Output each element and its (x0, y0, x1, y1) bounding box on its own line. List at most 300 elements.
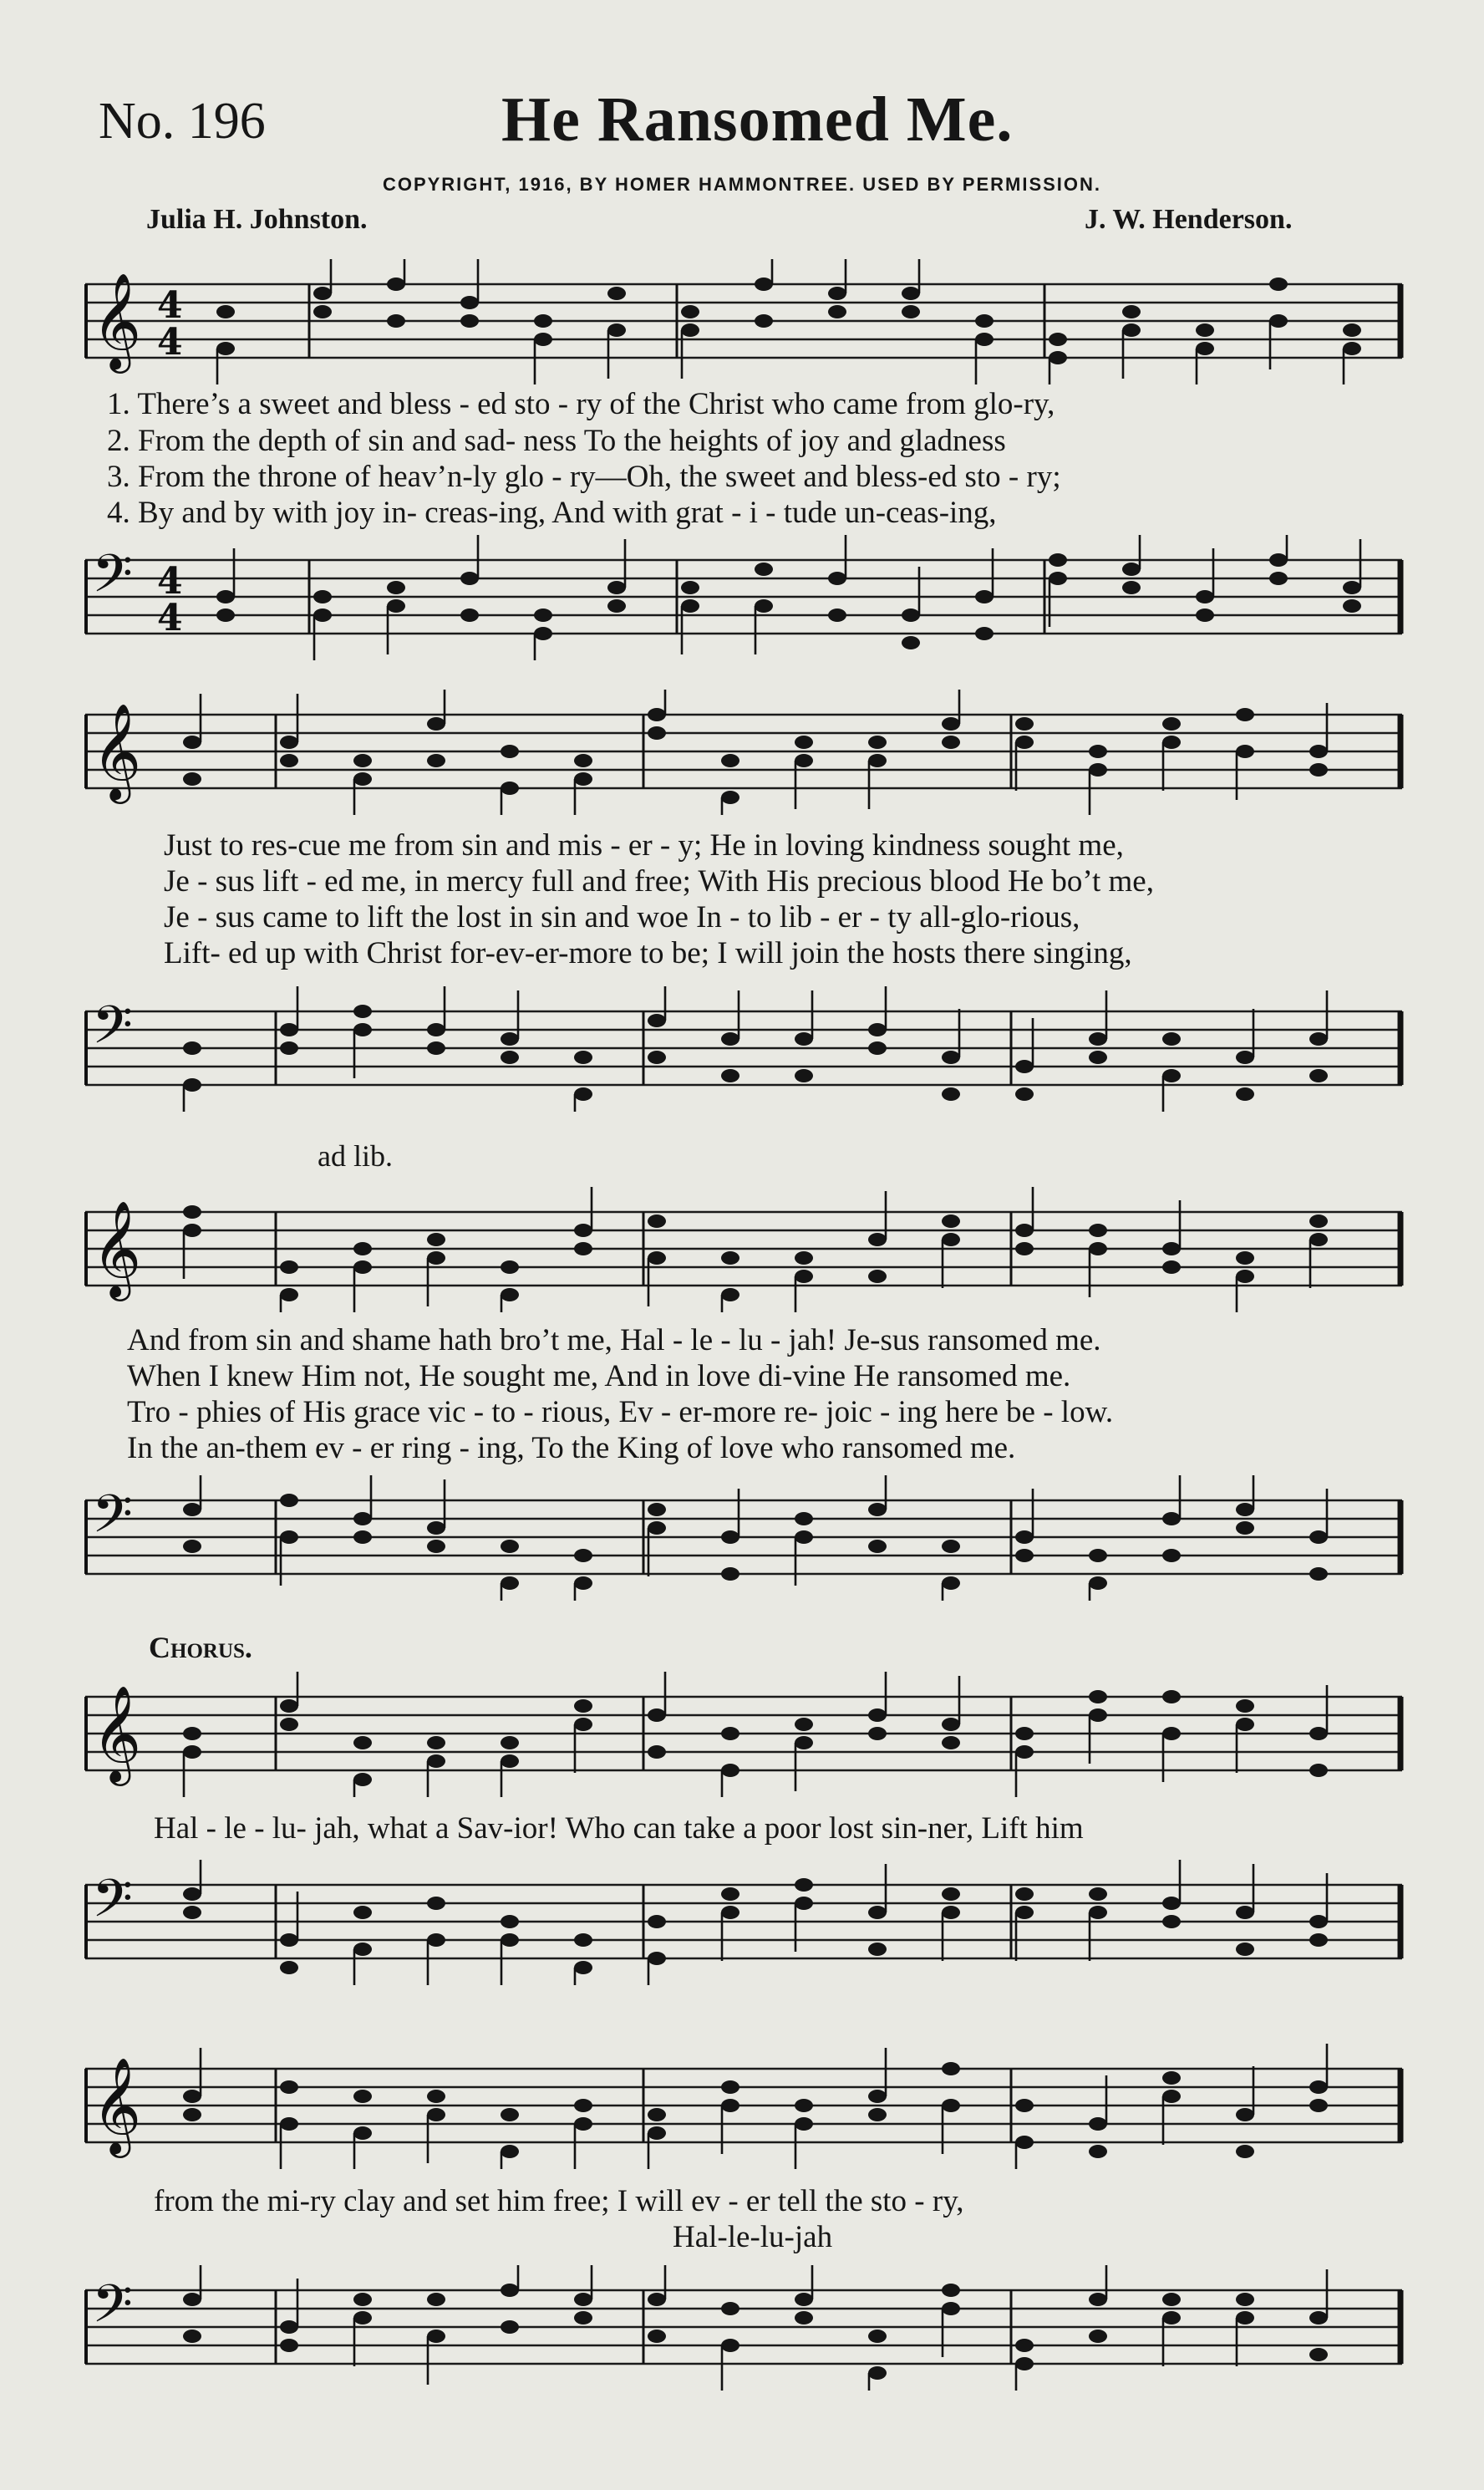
note-head (1089, 1906, 1107, 1919)
note-head (427, 1754, 445, 1768)
treble-clef-icon: 𝄞 (92, 1684, 142, 1782)
note-head (1309, 1764, 1328, 1777)
note-head (795, 1878, 813, 1892)
bass-clef-icon: 𝄢 (92, 2273, 133, 2347)
note-head (1196, 342, 1214, 355)
note-head (1162, 1032, 1181, 1046)
note-head (868, 736, 887, 749)
note-head (1162, 1915, 1181, 1928)
note-head (942, 717, 960, 731)
note-head (1236, 2311, 1254, 2325)
note-head (183, 1224, 201, 1237)
note-head (1162, 1549, 1181, 1562)
note-head (868, 2090, 887, 2103)
treble-clef-icon: 𝄞 (92, 1199, 142, 1297)
note-head (1196, 323, 1214, 337)
note-head (721, 2080, 739, 2094)
note-head (648, 1915, 666, 1928)
note-head (1122, 323, 1141, 337)
note-head (1089, 1032, 1107, 1046)
note-head (1049, 333, 1067, 346)
note-head (387, 581, 405, 594)
verse-3-line-1: 3. From the throne of heav’n-ly glo - ry—Oh, the sweet and bless-ed sto - ry; (107, 460, 1061, 494)
note-head (183, 2108, 201, 2121)
note-head (868, 1503, 887, 1516)
note-head (648, 1952, 666, 1965)
note-head (501, 1933, 519, 1947)
note-head (387, 599, 405, 613)
note-head (1309, 1032, 1328, 1046)
note-head (216, 342, 235, 355)
note-head (1015, 736, 1034, 749)
verse-4-line-2: Lift- ed up with Christ for-ev-er-more to be; I will join the hosts there singing, (164, 936, 1132, 970)
verse-1-line-3: And from sin and shame hath bro’t me, Hal - le - lu - jah! Je-sus ransomed me. (127, 1323, 1101, 1357)
note-head (942, 2099, 960, 2112)
note-head (795, 754, 813, 767)
note-head (501, 1032, 519, 1046)
note-head (942, 1051, 960, 1064)
note-head (755, 599, 773, 613)
note-head (1343, 599, 1361, 613)
note-head (721, 1906, 739, 1919)
note-head (353, 1736, 372, 1749)
note-head (1236, 745, 1254, 758)
note-head (795, 1069, 813, 1082)
note-head (574, 754, 592, 767)
note-head (1236, 2145, 1254, 2158)
note-head (280, 1718, 298, 1731)
note-head (574, 1718, 592, 1731)
verse-4-line-1: 4. By and by with joy in- creas-ing, And with grat - i - tude un-ceas-ing, (107, 496, 997, 530)
note-head (1236, 1503, 1254, 1516)
note-head (1236, 2293, 1254, 2306)
note-head (280, 1023, 298, 1036)
note-head (353, 2126, 372, 2140)
note-head (1162, 1242, 1181, 1255)
note-head (501, 1540, 519, 1553)
note-head (501, 1754, 519, 1768)
note-head (353, 1260, 372, 1274)
note-head (868, 1943, 887, 1956)
note-head (681, 581, 699, 594)
note-head (353, 1943, 372, 1956)
note-head (1015, 1887, 1034, 1901)
note-head (353, 1242, 372, 1255)
note-head (721, 1727, 739, 1740)
note-head (1309, 1069, 1328, 1082)
note-head (427, 1540, 445, 1553)
note-head (353, 2311, 372, 2325)
note-head (1162, 1690, 1181, 1703)
note-head (460, 572, 479, 585)
note-head (427, 2090, 445, 2103)
note-head (1015, 717, 1034, 731)
note-head (828, 572, 846, 585)
bass-clef-icon: 𝄢 (92, 994, 133, 1068)
note-head (353, 1773, 372, 1786)
note-head (501, 1260, 519, 1274)
time-signature-digit: 4 (157, 560, 183, 603)
note-head (1309, 1214, 1328, 1228)
note-head (795, 1270, 813, 1283)
note-head (1269, 314, 1288, 328)
note-head (353, 772, 372, 786)
note-head (183, 1503, 201, 1516)
note-head (574, 1242, 592, 1255)
bass-staff-system-3 (84, 1475, 1404, 1601)
note-head (795, 1736, 813, 1749)
note-head (607, 581, 626, 594)
note-head (313, 608, 332, 622)
note-head (574, 1549, 592, 1562)
note-head (681, 599, 699, 613)
note-head (648, 1051, 666, 1064)
note-head (501, 2145, 519, 2158)
note-head (534, 333, 552, 346)
note-head (1236, 1718, 1254, 1731)
note-head (427, 1521, 445, 1535)
note-head (607, 599, 626, 613)
note-head (607, 287, 626, 300)
note-head (942, 2062, 960, 2075)
note-head (1343, 581, 1361, 594)
note-head (574, 1224, 592, 1237)
note-head (902, 287, 920, 300)
note-head (1269, 553, 1288, 567)
note-head (1089, 2145, 1107, 2158)
note-head (1162, 2293, 1181, 2306)
note-head (868, 1041, 887, 1055)
note-head (1236, 708, 1254, 721)
note-head (574, 1051, 592, 1064)
note-head (868, 1270, 887, 1283)
note-head (1162, 1897, 1181, 1910)
note-head (721, 1764, 739, 1777)
verse-2-line-3: When I knew Him not, He sought me, And in love di-vine He ransomed me. (127, 1359, 1071, 1393)
note-head (427, 2108, 445, 2121)
note-head (1089, 1576, 1107, 1590)
note-head (183, 1078, 201, 1092)
note-head (721, 791, 739, 804)
bass-staff-system-2 (84, 986, 1404, 1112)
note-head (795, 736, 813, 749)
bass-clef-icon: 𝄢 (92, 1867, 133, 1942)
time-signature-digit: 4 (157, 597, 183, 639)
note-head (755, 278, 773, 291)
note-head (1236, 1906, 1254, 1919)
note-head (1309, 763, 1328, 777)
note-head (427, 1736, 445, 1749)
note-head (1089, 1242, 1107, 1255)
note-head (681, 305, 699, 318)
note-head (1122, 563, 1141, 576)
note-head (1015, 2357, 1034, 2370)
treble-clef-icon: 𝄞 (92, 272, 142, 369)
note-head (868, 2108, 887, 2121)
bass-staff-system-4 (84, 1860, 1404, 1985)
note-head (1089, 1051, 1107, 1064)
note-head (501, 2108, 519, 2121)
note-head (353, 1512, 372, 1525)
note-head (183, 1906, 201, 1919)
note-head (795, 1530, 813, 1544)
note-head (648, 1521, 666, 1535)
note-head (1162, 736, 1181, 749)
note-head (648, 726, 666, 740)
note-head (721, 754, 739, 767)
note-head (501, 1576, 519, 1590)
note-head (1196, 590, 1214, 603)
note-head (574, 2293, 592, 2306)
note-head (1089, 2330, 1107, 2343)
treble-staff-system-1 (84, 259, 1404, 384)
note-head (1015, 1060, 1034, 1073)
note-head (574, 1961, 592, 1974)
note-head (902, 608, 920, 622)
note-head (1089, 1224, 1107, 1237)
note-head (427, 1251, 445, 1265)
note-head (1236, 1943, 1254, 1956)
note-head (574, 772, 592, 786)
note-head (942, 1214, 960, 1228)
note-head (648, 1014, 666, 1027)
note-head (460, 296, 479, 309)
note-head (902, 636, 920, 649)
note-head (1122, 305, 1141, 318)
note-head (1236, 1699, 1254, 1713)
note-head (280, 2080, 298, 2094)
note-head (427, 2293, 445, 2306)
bass-staff-system-1 (84, 535, 1404, 660)
note-head (755, 314, 773, 328)
note-head (280, 1041, 298, 1055)
note-head (280, 2339, 298, 2352)
note-head (942, 2284, 960, 2297)
note-head (427, 1897, 445, 1910)
chorus-line-2-echo: Hal-le-lu-jah (673, 2220, 833, 2254)
note-head (1049, 553, 1067, 567)
note-head (1015, 2099, 1034, 2112)
verse-2-line-2: Je - sus lift - ed me, in mercy full and free; With His precious blood He bo’t me, (164, 864, 1154, 899)
note-head (868, 2366, 887, 2380)
note-head (721, 1251, 739, 1265)
note-head (183, 1540, 201, 1553)
note-head (1015, 2136, 1034, 2149)
note-head (942, 1736, 960, 1749)
note-head (534, 627, 552, 640)
note-head (534, 314, 552, 328)
note-head (1236, 1087, 1254, 1101)
lyricist-credit: Julia H. Johnston. (146, 204, 368, 235)
treble-staff-system-2 (84, 690, 1404, 815)
note-head (216, 608, 235, 622)
note-head (607, 323, 626, 337)
note-head (1162, 1727, 1181, 1740)
note-head (648, 2126, 666, 2140)
note-head (1343, 323, 1361, 337)
note-head (183, 736, 201, 749)
note-head (648, 1708, 666, 1722)
note-head (427, 2330, 445, 2343)
note-head (1162, 1069, 1181, 1082)
note-head (183, 1727, 201, 1740)
note-head (1269, 278, 1288, 291)
note-head (648, 708, 666, 721)
note-head (942, 1087, 960, 1101)
note-head (280, 1530, 298, 1544)
note-head (313, 305, 332, 318)
note-head (828, 608, 846, 622)
treble-staff-system-4 (84, 1672, 1404, 1797)
note-head (353, 1906, 372, 1919)
note-head (1343, 342, 1361, 355)
note-head (648, 1745, 666, 1759)
note-head (868, 1540, 887, 1553)
note-head (1309, 1933, 1328, 1947)
note-head (1162, 1512, 1181, 1525)
note-head (1015, 1087, 1034, 1101)
note-head (795, 1512, 813, 1525)
note-head (574, 2099, 592, 2112)
note-head (1236, 1051, 1254, 1064)
note-head (1089, 1690, 1107, 1703)
note-head (795, 1032, 813, 1046)
note-head (795, 2117, 813, 2131)
note-head (280, 1494, 298, 1507)
note-head (942, 1906, 960, 1919)
note-head (942, 2302, 960, 2315)
note-head (868, 1906, 887, 1919)
note-head (1122, 581, 1141, 594)
note-head (648, 1214, 666, 1228)
note-head (280, 1288, 298, 1301)
note-head (353, 2293, 372, 2306)
note-head (427, 1933, 445, 1947)
note-head (501, 782, 519, 795)
note-head (1162, 2090, 1181, 2103)
note-head (795, 1251, 813, 1265)
note-head (501, 2284, 519, 2297)
note-head (574, 1933, 592, 1947)
verse-3-line-2: Je - sus came to lift the lost in sin and woe In - to lib - er - ty all-glo-rious, (164, 900, 1080, 934)
note-head (975, 333, 994, 346)
time-signature-digit: 4 (157, 284, 183, 327)
note-head (721, 2339, 739, 2352)
copyright-notice: COPYRIGHT, 1916, BY HOMER HAMMONTREE. USED BY PERMISSION. (382, 174, 1102, 195)
note-head (574, 1699, 592, 1713)
note-head (501, 745, 519, 758)
note-head (501, 1736, 519, 1749)
note-head (1309, 745, 1328, 758)
note-head (795, 2311, 813, 2325)
hymn-title: He Ransomed Me. (501, 84, 1014, 155)
note-head (648, 2108, 666, 2121)
note-head (353, 754, 372, 767)
note-head (1309, 1530, 1328, 1544)
note-head (574, 1087, 592, 1101)
note-head (942, 1576, 960, 1590)
note-head (280, 2117, 298, 2131)
note-head (942, 1887, 960, 1901)
note-head (1309, 2080, 1328, 2094)
note-head (1049, 351, 1067, 364)
note-head (1309, 2348, 1328, 2361)
note-head (795, 1897, 813, 1910)
note-head (1309, 1915, 1328, 1928)
note-head (681, 323, 699, 337)
note-head (574, 1576, 592, 1590)
note-head (1236, 1270, 1254, 1283)
verse-1-line-2: Just to res-cue me from sin and mis - er - y; He in loving kindness sought me, (164, 828, 1124, 863)
note-head (795, 1718, 813, 1731)
note-head (183, 2293, 201, 2306)
note-head (1015, 1242, 1034, 1255)
note-head (942, 1540, 960, 1553)
note-head (280, 2320, 298, 2334)
note-head (387, 314, 405, 328)
note-head (183, 772, 201, 786)
note-head (1162, 2071, 1181, 2085)
note-head (501, 1051, 519, 1064)
note-head (755, 563, 773, 576)
note-head (501, 2320, 519, 2334)
bass-clef-icon: 𝄢 (92, 1483, 133, 1557)
composer-credit: J. W. Henderson. (1085, 204, 1293, 235)
note-head (721, 1887, 739, 1901)
note-head (648, 2293, 666, 2306)
note-head (183, 1041, 201, 1055)
note-head (183, 2330, 201, 2343)
note-head (868, 754, 887, 767)
note-head (975, 627, 994, 640)
note-head (795, 2293, 813, 2306)
note-head (942, 1718, 960, 1731)
note-head (1015, 2339, 1034, 2352)
note-head (353, 2090, 372, 2103)
treble-clef-icon: 𝄞 (92, 2056, 142, 2154)
note-head (460, 608, 479, 622)
note-head (280, 1961, 298, 1974)
note-head (942, 736, 960, 749)
note-head (721, 1288, 739, 1301)
note-head (1015, 1906, 1034, 1919)
verse-4-line-3: In the an-them ev - er ring - ing, To the King of love who ransomed me. (127, 1431, 1016, 1465)
note-head (427, 717, 445, 731)
note-head (1015, 1727, 1034, 1740)
verse-2-line-1: 2. From the depth of sin and sad- ness To the heights of joy and gladness (107, 424, 1006, 458)
note-head (1089, 1887, 1107, 1901)
note-head (1089, 1549, 1107, 1562)
note-head (1236, 1521, 1254, 1535)
note-head (1162, 2311, 1181, 2325)
note-head (721, 1032, 739, 1046)
note-head (460, 314, 479, 328)
note-head (1089, 2117, 1107, 2131)
note-head (721, 1069, 739, 1082)
note-head (183, 1887, 201, 1901)
note-head (1309, 1233, 1328, 1246)
note-head (427, 1233, 445, 1246)
note-head (353, 1530, 372, 1544)
note-head (313, 287, 332, 300)
note-head (1162, 717, 1181, 731)
note-head (1309, 1727, 1328, 1740)
note-head (353, 1005, 372, 1018)
note-head (721, 1567, 739, 1581)
chorus-line-1: Hal - le - lu- jah, what a Sav-ior! Who can take a poor lost sin-ner, Lift him (154, 1811, 1084, 1846)
chorus-label: Chorus. (149, 1631, 252, 1664)
note-head (280, 754, 298, 767)
